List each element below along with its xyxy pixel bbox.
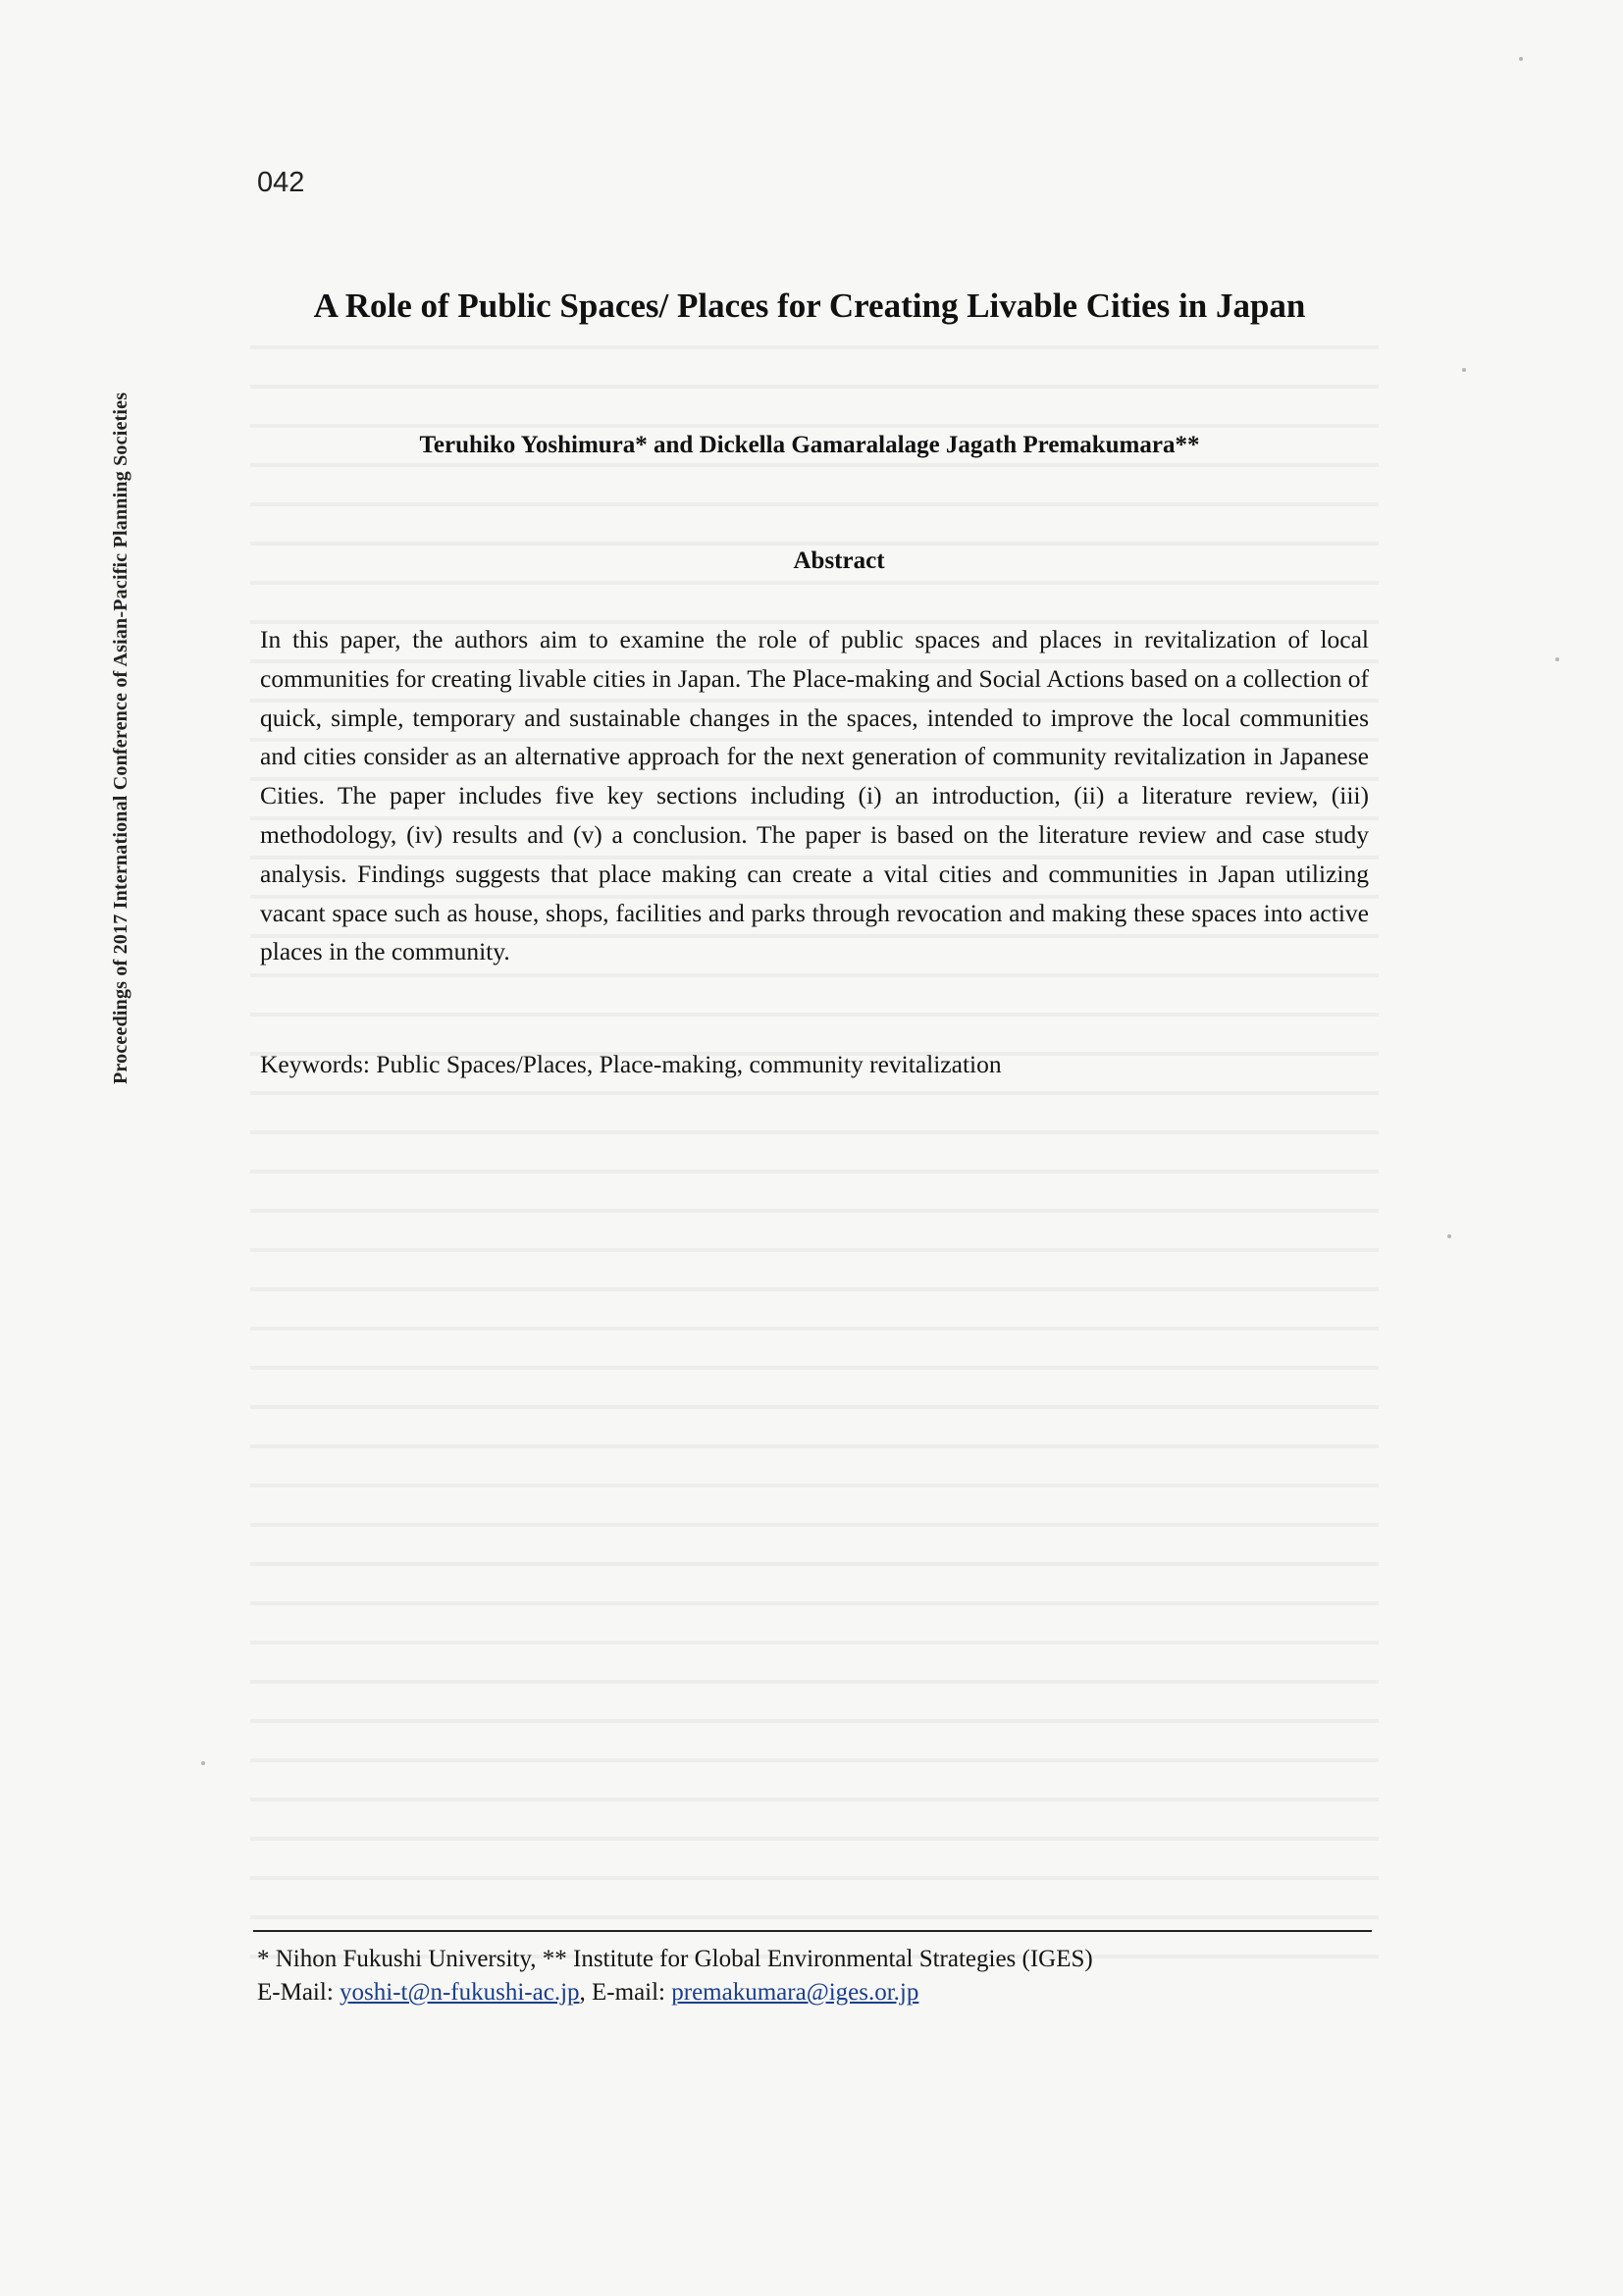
footnote-emails — [257, 1976, 1376, 2009]
proceedings-side-caption: Proceedings of 2017 International Conference of Asian-Pacific Planning Societies — [110, 391, 131, 1084]
email-separator: , E-mail: — [579, 1979, 672, 2006]
abstract-heading: Abstract — [793, 548, 885, 574]
footnote-affiliations: * Nihon Fukushi University, ** Institute for Global Environmental Strategies (IGES) — [257, 1946, 1093, 1972]
page-number: 042 — [257, 167, 305, 198]
email-link-premakumara[interactable]: premakumara@iges.or.jp — [671, 1979, 919, 2006]
scan-speck — [1447, 1234, 1451, 1238]
scan-speck — [1555, 657, 1559, 661]
keywords-line: Keywords: Public Spaces/Places, Place-making, community revitalization — [260, 1050, 1002, 1078]
paper-title: A Role of Public Spaces/ Places for Creating Livable Cities in Japan — [313, 287, 1306, 325]
footnote-divider — [253, 1930, 1372, 1932]
footnote — [257, 1943, 1376, 2009]
scan-speck — [1519, 57, 1523, 61]
email-label: E-Mail: — [257, 1979, 340, 2006]
author-line: Teruhiko Yoshimura* and Dickella Gamaralalage Jagath Premakumara** — [419, 432, 1200, 458]
abstract-body: In this paper, the authors aim to examine the role of public spaces and places in revitalization of local communities for creating livable cities in Japan. The Place-making and Social Actions based on a collection of quick, simple, temporary and sustainable changes in the spaces, intended to improve the local communities and cities consider as an alternative approach for the next generation of community revitalization in Japanese Cities. The paper includes five key sections including (i) an introduction, (ii) a literature review, (iii) methodology, (iv) results and (v) a conclusion. The paper is based on the literature review and case study analysis. Findings suggests that place making can create a vital cities and communities in Japan utilizing vacant space such as house, shops, facilities and parks through revocation and making these spaces into active places in the community. — [260, 625, 1369, 966]
email-link-yoshimura[interactable]: yoshi-t@n-fukushi-ac.jp — [340, 1979, 580, 2006]
scan-speck — [201, 1761, 205, 1765]
scan-speck — [1462, 368, 1466, 372]
